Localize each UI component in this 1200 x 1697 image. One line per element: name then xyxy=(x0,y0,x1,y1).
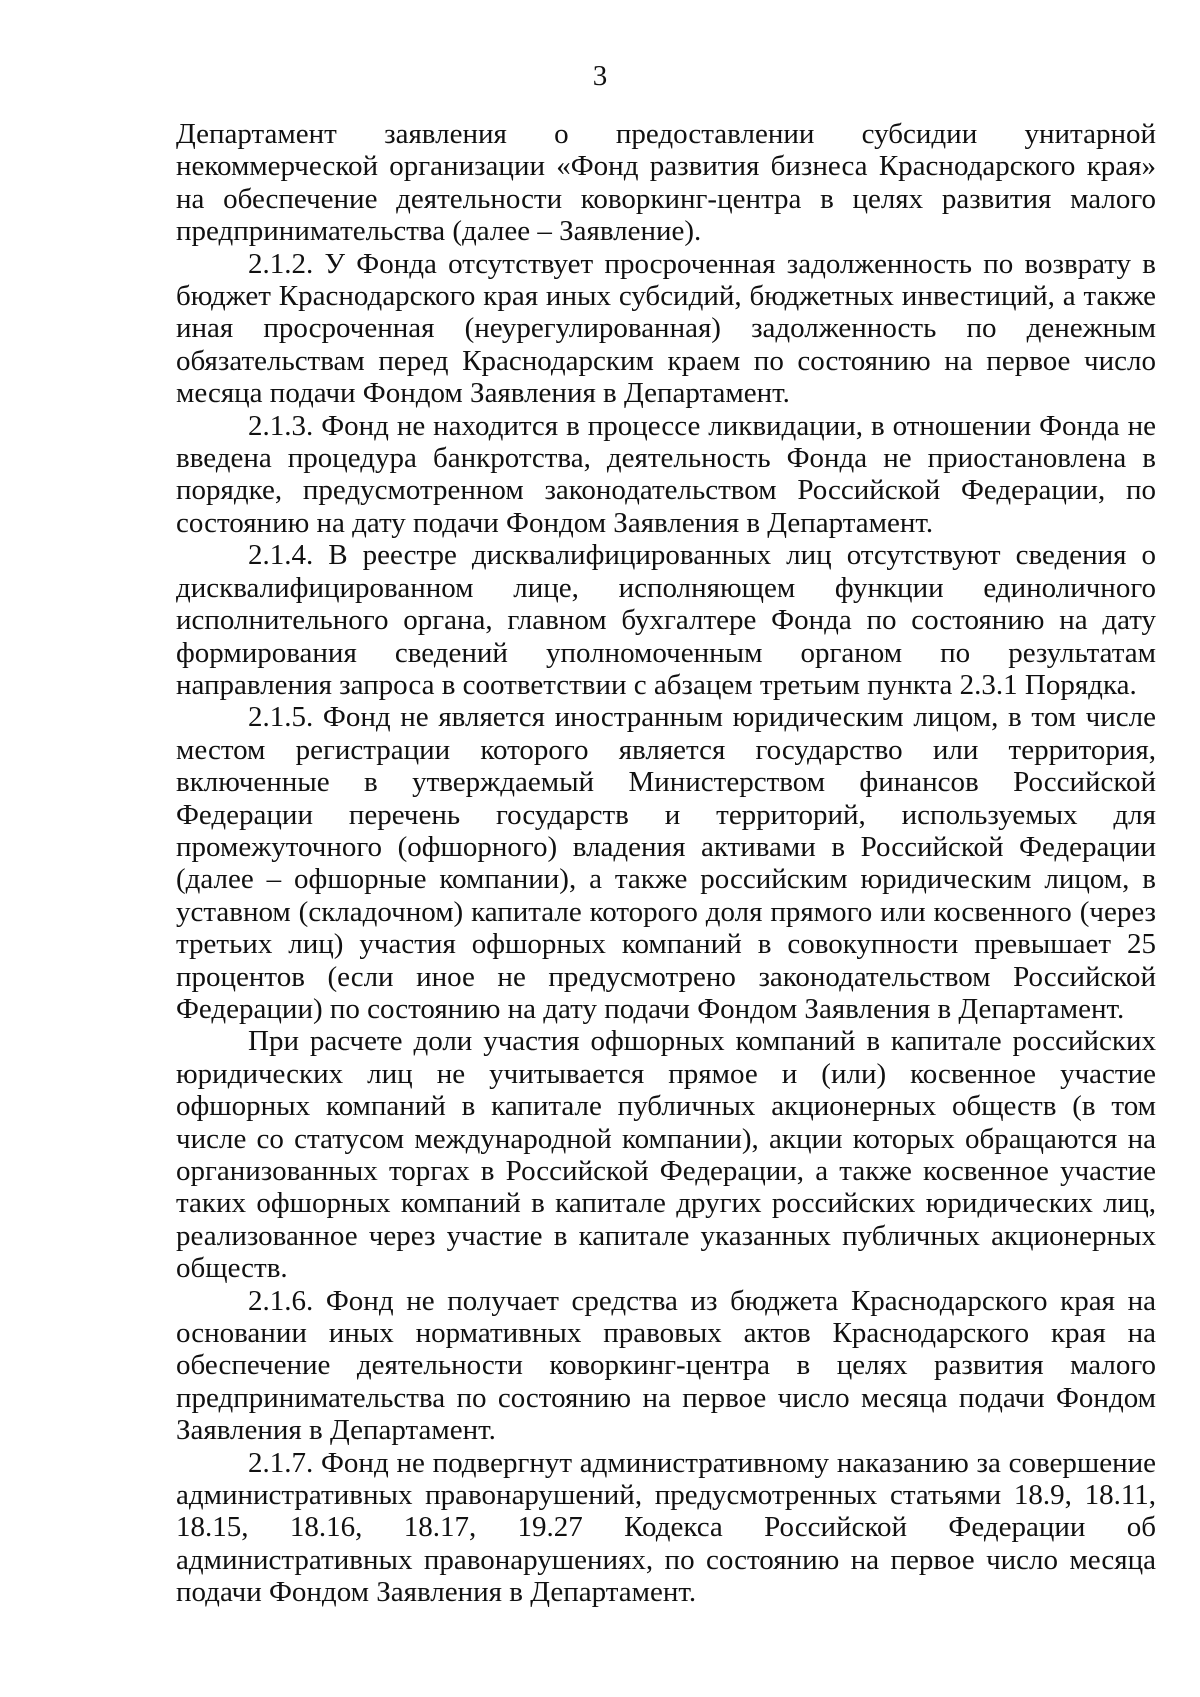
paragraph-2-1-3: 2.1.3. Фонд не находится в процессе ликвидации, в отношении Фонда не введена процедура банкротства, деятельность Фонда не приостановлена в порядке, предусмотренном законодательством Российской Федерации, по состоянию на дату подачи Фондом Заявления в Департамент. xyxy=(176,409,1156,539)
paragraph-continuation: Департамент заявления о предоставлении субсидии унитарной некоммерческой организации «Фонд развития бизнеса Краснодарского края» на обеспечение деятельности коворкинг-центра в целях развития малого предпринимательства (далее – Заявление). xyxy=(176,118,1156,248)
paragraph-offshore-calculation: При расчете доли участия офшорных компаний в капитале российских юридических лиц не учитывается прямое и (или) косвенное участие офшорных компаний в капитале публичных акционерных обществ (в том числе со статусом международной компании), акции которых обращаются на организованных торгах в Российской Федерации, а также косвенное участие таких офшорных компаний в капитале других российских юридических лиц, реализованное через участие в капитале указанных публичных акционерных обществ. xyxy=(176,1025,1156,1285)
paragraph-2-1-2: 2.1.2. У Фонда отсутствует просроченная задолженность по возврату в бюджет Краснодарского края иных субсидий, бюджетных инвестиций, а также иная просроченная (неурегулированная) задолженность по денежным обязательствам перед Краснодарским краем по состоянию на первое число месяца подачи Фондом Заявления в Департамент. xyxy=(176,247,1156,410)
document-body xyxy=(176,118,1156,1609)
page-number: 3 xyxy=(592,60,608,92)
paragraph-2-1-7: 2.1.7. Фонд не подвергнут административному наказанию за совершение административных правонарушений, предусмотренных статьями 18.9, 18.11, 18.15, 18.16, 18.17, 19.27 Кодекса Российской Федерации об административных правонарушениях, по состоянию на первое число месяца подачи Фондом Заявления в Департамент. xyxy=(176,1446,1156,1609)
paragraph-2-1-4: 2.1.4. В реестре дисквалифицированных лиц отсутствуют сведения о дисквалифицированном лице, исполняющем функции единоличного исполнительного органа, главном бухгалтере Фонда по состоянию на дату формирования сведений уполномоченным органом по результатам направления запроса в соответствии с абзацем третьим пункта 2.3.1 Порядка. xyxy=(176,539,1156,701)
paragraph-2-1-6: 2.1.6. Фонд не получает средства из бюджета Краснодарского края на основании иных нормативных правовых актов Краснодарского края на обеспечение деятельности коворкинг-центра в целях развития малого предпринимательства по состоянию на первое число месяца подачи Фондом Заявления в Департамент. xyxy=(176,1284,1156,1447)
paragraph-2-1-5: 2.1.5. Фонд не является иностранным юридическим лицом, в том числе местом регистрации которого является государство или территория, включенные в утверждаемый Министерством финансов Российской Федерации перечень государств и территорий, используемых для промежуточного (офшорного) владения активами в Российской Федерации (далее – офшорные компании), а также российским юридическим лицом, в уставном (складочном) капитале которого доля прямого или косвенного (через третьих лиц) участия офшорных компаний в совокупности превышает 25 процентов (если иное не предусмотрено законодательством Российской Федерации) по состоянию на дату подачи Фондом Заявления в Департамент. xyxy=(176,701,1156,1025)
